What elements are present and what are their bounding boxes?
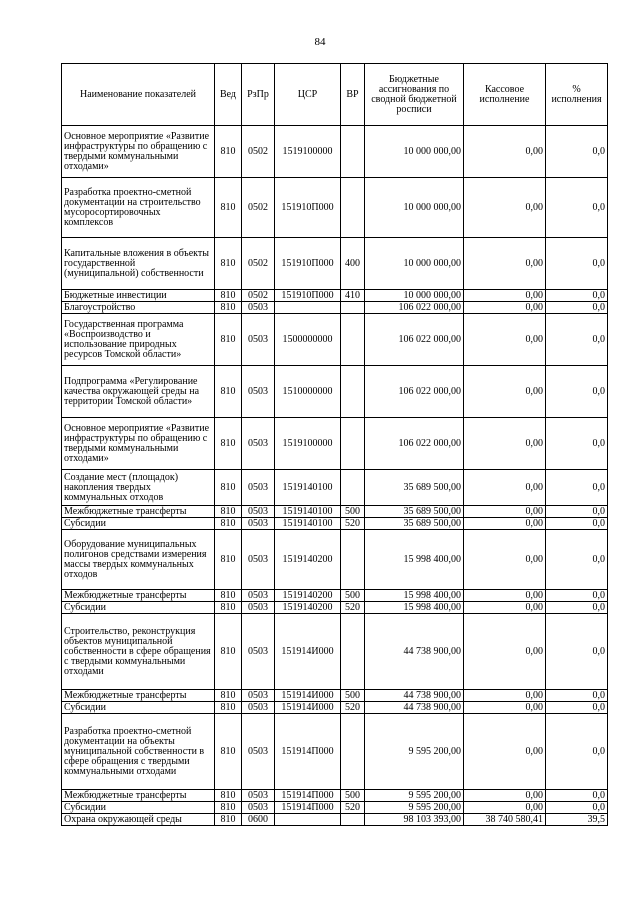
- row-name: Разработка проектно-сметной документации на объекты муниципальной собственности в сфере обращения с твердыми коммунальными отходами: [62, 714, 215, 790]
- row-execution-percent: 0,0: [546, 302, 608, 314]
- row-execution-percent: 0,0: [546, 238, 608, 290]
- row-execution-percent: 0,0: [546, 518, 608, 530]
- row-vr: 500: [341, 506, 365, 518]
- row-vr: [341, 714, 365, 790]
- row-cash-execution: 0,00: [464, 802, 546, 814]
- row-csr: 151914И000: [275, 614, 341, 690]
- row-allocation: 98 103 393,00: [365, 814, 464, 826]
- header-vr: ВР: [341, 64, 365, 126]
- row-rzpr: 0502: [242, 178, 275, 238]
- row-cash-execution: 0,00: [464, 714, 546, 790]
- row-vr: [341, 366, 365, 418]
- row-ved: 810: [215, 702, 242, 714]
- row-allocation: 9 595 200,00: [365, 802, 464, 814]
- row-vr: 410: [341, 290, 365, 302]
- row-rzpr: 0503: [242, 314, 275, 366]
- table-row: [62, 590, 608, 602]
- row-allocation: 44 738 900,00: [365, 690, 464, 702]
- row-ved: 810: [215, 614, 242, 690]
- header-name: Наименование показателей: [62, 64, 215, 126]
- row-csr: 151910П000: [275, 178, 341, 238]
- row-allocation: 106 022 000,00: [365, 302, 464, 314]
- row-execution-percent: 0,0: [546, 126, 608, 178]
- table-row: [62, 530, 608, 590]
- row-name: Субсидии: [62, 602, 215, 614]
- row-csr: 1510000000: [275, 366, 341, 418]
- row-allocation: 35 689 500,00: [365, 506, 464, 518]
- row-allocation: 35 689 500,00: [365, 518, 464, 530]
- row-rzpr: 0503: [242, 470, 275, 506]
- row-ved: 810: [215, 366, 242, 418]
- row-vr: [341, 302, 365, 314]
- row-ved: 810: [215, 290, 242, 302]
- row-csr: 1519140200: [275, 602, 341, 614]
- row-execution-percent: 0,0: [546, 530, 608, 590]
- row-execution-percent: 0,0: [546, 602, 608, 614]
- row-name: Капитальные вложения в объекты государственной (муниципальной) собственности: [62, 238, 215, 290]
- row-csr: 1500000000: [275, 314, 341, 366]
- row-cash-execution: 0,00: [464, 470, 546, 506]
- row-allocation: 106 022 000,00: [365, 314, 464, 366]
- row-allocation: 44 738 900,00: [365, 614, 464, 690]
- row-allocation: 44 738 900,00: [365, 702, 464, 714]
- row-vr: 520: [341, 802, 365, 814]
- row-csr: [275, 302, 341, 314]
- table-body: [62, 126, 608, 826]
- table-row: [62, 690, 608, 702]
- row-allocation: 106 022 000,00: [365, 366, 464, 418]
- row-name: Подпрограмма «Регулирование качества окружающей среды на территории Томской области»: [62, 366, 215, 418]
- row-name: Субсидии: [62, 702, 215, 714]
- row-rzpr: 0503: [242, 506, 275, 518]
- row-allocation: 9 595 200,00: [365, 790, 464, 802]
- row-name: Субсидии: [62, 518, 215, 530]
- row-cash-execution: 38 740 580,41: [464, 814, 546, 826]
- table-row: [62, 238, 608, 290]
- row-csr: 151910П000: [275, 290, 341, 302]
- row-execution-percent: 0,0: [546, 506, 608, 518]
- row-allocation: 9 595 200,00: [365, 714, 464, 790]
- row-vr: [341, 470, 365, 506]
- row-vr: [341, 126, 365, 178]
- row-execution-percent: 0,0: [546, 790, 608, 802]
- row-vr: 500: [341, 790, 365, 802]
- row-ved: 810: [215, 470, 242, 506]
- row-cash-execution: 0,00: [464, 790, 546, 802]
- table-row: [62, 714, 608, 790]
- table-row: [62, 366, 608, 418]
- table-row: [62, 614, 608, 690]
- row-csr: 1519140200: [275, 530, 341, 590]
- row-ved: 810: [215, 590, 242, 602]
- row-vr: 520: [341, 602, 365, 614]
- row-csr: 151914П000: [275, 714, 341, 790]
- row-csr: 151914И000: [275, 702, 341, 714]
- row-ved: 810: [215, 690, 242, 702]
- table-row: [62, 470, 608, 506]
- row-rzpr: 0600: [242, 814, 275, 826]
- row-name: Строительство, реконструкция объектов муниципальной собственности в сфере обращения с твердыми коммунальными отходами: [62, 614, 215, 690]
- row-execution-percent: 0,0: [546, 590, 608, 602]
- row-name: Межбюджетные трансферты: [62, 506, 215, 518]
- row-csr: 1519140100: [275, 470, 341, 506]
- row-ved: 810: [215, 714, 242, 790]
- row-csr: 151914П000: [275, 790, 341, 802]
- row-name: Межбюджетные трансферты: [62, 590, 215, 602]
- row-cash-execution: 0,00: [464, 690, 546, 702]
- row-vr: 520: [341, 518, 365, 530]
- row-csr: 1519140100: [275, 518, 341, 530]
- table-row: [62, 518, 608, 530]
- row-ved: 810: [215, 418, 242, 470]
- row-execution-percent: 0,0: [546, 314, 608, 366]
- row-name: Межбюджетные трансферты: [62, 790, 215, 802]
- row-cash-execution: 0,00: [464, 238, 546, 290]
- header-csr: ЦСР: [275, 64, 341, 126]
- table-header-row: [62, 64, 608, 126]
- row-cash-execution: 0,00: [464, 590, 546, 602]
- row-rzpr: 0503: [242, 702, 275, 714]
- row-rzpr: 0503: [242, 790, 275, 802]
- table-row: [62, 814, 608, 826]
- row-ved: 810: [215, 790, 242, 802]
- row-allocation: 10 000 000,00: [365, 126, 464, 178]
- row-cash-execution: 0,00: [464, 366, 546, 418]
- row-execution-percent: 0,0: [546, 614, 608, 690]
- header-allocations: Бюджетные ассигнования по сводной бюджетной росписи: [365, 64, 464, 126]
- row-rzpr: 0503: [242, 690, 275, 702]
- row-rzpr: 0503: [242, 530, 275, 590]
- table-row: [62, 290, 608, 302]
- row-allocation: 35 689 500,00: [365, 470, 464, 506]
- row-allocation: 106 022 000,00: [365, 418, 464, 470]
- row-rzpr: 0502: [242, 126, 275, 178]
- row-allocation: 15 998 400,00: [365, 602, 464, 614]
- row-ved: 810: [215, 814, 242, 826]
- row-csr: 1519140100: [275, 506, 341, 518]
- row-name: Благоустройство: [62, 302, 215, 314]
- row-ved: 810: [215, 126, 242, 178]
- row-name: Основное мероприятие «Развитие инфраструктуры по обращению с твердыми коммунальными отходами»: [62, 418, 215, 470]
- row-execution-percent: 39,5: [546, 814, 608, 826]
- row-cash-execution: 0,00: [464, 302, 546, 314]
- row-execution-percent: 0,0: [546, 470, 608, 506]
- row-cash-execution: 0,00: [464, 178, 546, 238]
- row-vr: 400: [341, 238, 365, 290]
- row-csr: 1519100000: [275, 418, 341, 470]
- row-rzpr: 0502: [242, 290, 275, 302]
- row-execution-percent: 0,0: [546, 802, 608, 814]
- row-name: Межбюджетные трансферты: [62, 690, 215, 702]
- row-cash-execution: 0,00: [464, 614, 546, 690]
- row-name: Разработка проектно-сметной документации на строительство мусоросортировочных комплексов: [62, 178, 215, 238]
- row-vr: 520: [341, 702, 365, 714]
- row-allocation: 15 998 400,00: [365, 530, 464, 590]
- row-csr: [275, 814, 341, 826]
- row-execution-percent: 0,0: [546, 290, 608, 302]
- row-name: Создание мест (площадок) накопления твердых коммунальных отходов: [62, 470, 215, 506]
- row-ved: 810: [215, 238, 242, 290]
- row-vr: [341, 814, 365, 826]
- row-allocation: 15 998 400,00: [365, 590, 464, 602]
- row-execution-percent: 0,0: [546, 714, 608, 790]
- row-rzpr: 0503: [242, 302, 275, 314]
- table-row: [62, 418, 608, 470]
- page-number: 84: [314, 36, 326, 48]
- row-rzpr: 0503: [242, 614, 275, 690]
- row-cash-execution: 0,00: [464, 530, 546, 590]
- table-row: [62, 702, 608, 714]
- row-cash-execution: 0,00: [464, 702, 546, 714]
- row-cash-execution: 0,00: [464, 126, 546, 178]
- row-rzpr: 0503: [242, 602, 275, 614]
- row-ved: 810: [215, 302, 242, 314]
- budget-table: [61, 63, 608, 826]
- row-cash-execution: 0,00: [464, 506, 546, 518]
- row-ved: 810: [215, 518, 242, 530]
- row-name: Основное мероприятие «Развитие инфраструктуры по обращению с твердыми коммунальными отходами»: [62, 126, 215, 178]
- table-row: [62, 506, 608, 518]
- table-row: [62, 126, 608, 178]
- row-csr: 151910П000: [275, 238, 341, 290]
- row-cash-execution: 0,00: [464, 314, 546, 366]
- header-rzpr: РзПр: [242, 64, 275, 126]
- row-csr: 151914И000: [275, 690, 341, 702]
- row-name: Государственная программа «Воспроизводство и использование природных ресурсов Томской области»: [62, 314, 215, 366]
- row-execution-percent: 0,0: [546, 366, 608, 418]
- row-name: Оборудование муниципальных полигонов средствами измерения массы твердых коммунальных отходов: [62, 530, 215, 590]
- row-ved: 810: [215, 506, 242, 518]
- row-rzpr: 0503: [242, 366, 275, 418]
- row-rzpr: 0503: [242, 418, 275, 470]
- row-vr: [341, 314, 365, 366]
- row-csr: 151914П000: [275, 802, 341, 814]
- row-ved: 810: [215, 602, 242, 614]
- header-ved: Вед: [215, 64, 242, 126]
- table-row: [62, 602, 608, 614]
- row-cash-execution: 0,00: [464, 518, 546, 530]
- row-ved: 810: [215, 178, 242, 238]
- row-execution-percent: 0,0: [546, 418, 608, 470]
- row-cash-execution: 0,00: [464, 602, 546, 614]
- table-row: [62, 802, 608, 814]
- header-execution-percent: % исполнения: [546, 64, 608, 126]
- row-name: Охрана окружающей среды: [62, 814, 215, 826]
- row-csr: 1519140200: [275, 590, 341, 602]
- row-allocation: 10 000 000,00: [365, 238, 464, 290]
- row-execution-percent: 0,0: [546, 702, 608, 714]
- row-vr: [341, 530, 365, 590]
- row-cash-execution: 0,00: [464, 418, 546, 470]
- header-cash-execution: Кассовое исполнение: [464, 64, 546, 126]
- row-cash-execution: 0,00: [464, 290, 546, 302]
- table-row: [62, 314, 608, 366]
- row-name: Бюджетные инвестиции: [62, 290, 215, 302]
- row-ved: 810: [215, 530, 242, 590]
- row-vr: [341, 614, 365, 690]
- row-vr: 500: [341, 690, 365, 702]
- row-allocation: 10 000 000,00: [365, 290, 464, 302]
- row-vr: 500: [341, 590, 365, 602]
- row-rzpr: 0503: [242, 714, 275, 790]
- row-allocation: 10 000 000,00: [365, 178, 464, 238]
- row-vr: [341, 178, 365, 238]
- row-name: Субсидии: [62, 802, 215, 814]
- row-rzpr: 0503: [242, 802, 275, 814]
- row-execution-percent: 0,0: [546, 690, 608, 702]
- row-rzpr: 0502: [242, 238, 275, 290]
- row-ved: 810: [215, 314, 242, 366]
- row-ved: 810: [215, 802, 242, 814]
- table-row: [62, 178, 608, 238]
- row-rzpr: 0503: [242, 518, 275, 530]
- row-execution-percent: 0,0: [546, 178, 608, 238]
- table-row: [62, 302, 608, 314]
- row-csr: 1519100000: [275, 126, 341, 178]
- row-rzpr: 0503: [242, 590, 275, 602]
- row-vr: [341, 418, 365, 470]
- table-row: [62, 790, 608, 802]
